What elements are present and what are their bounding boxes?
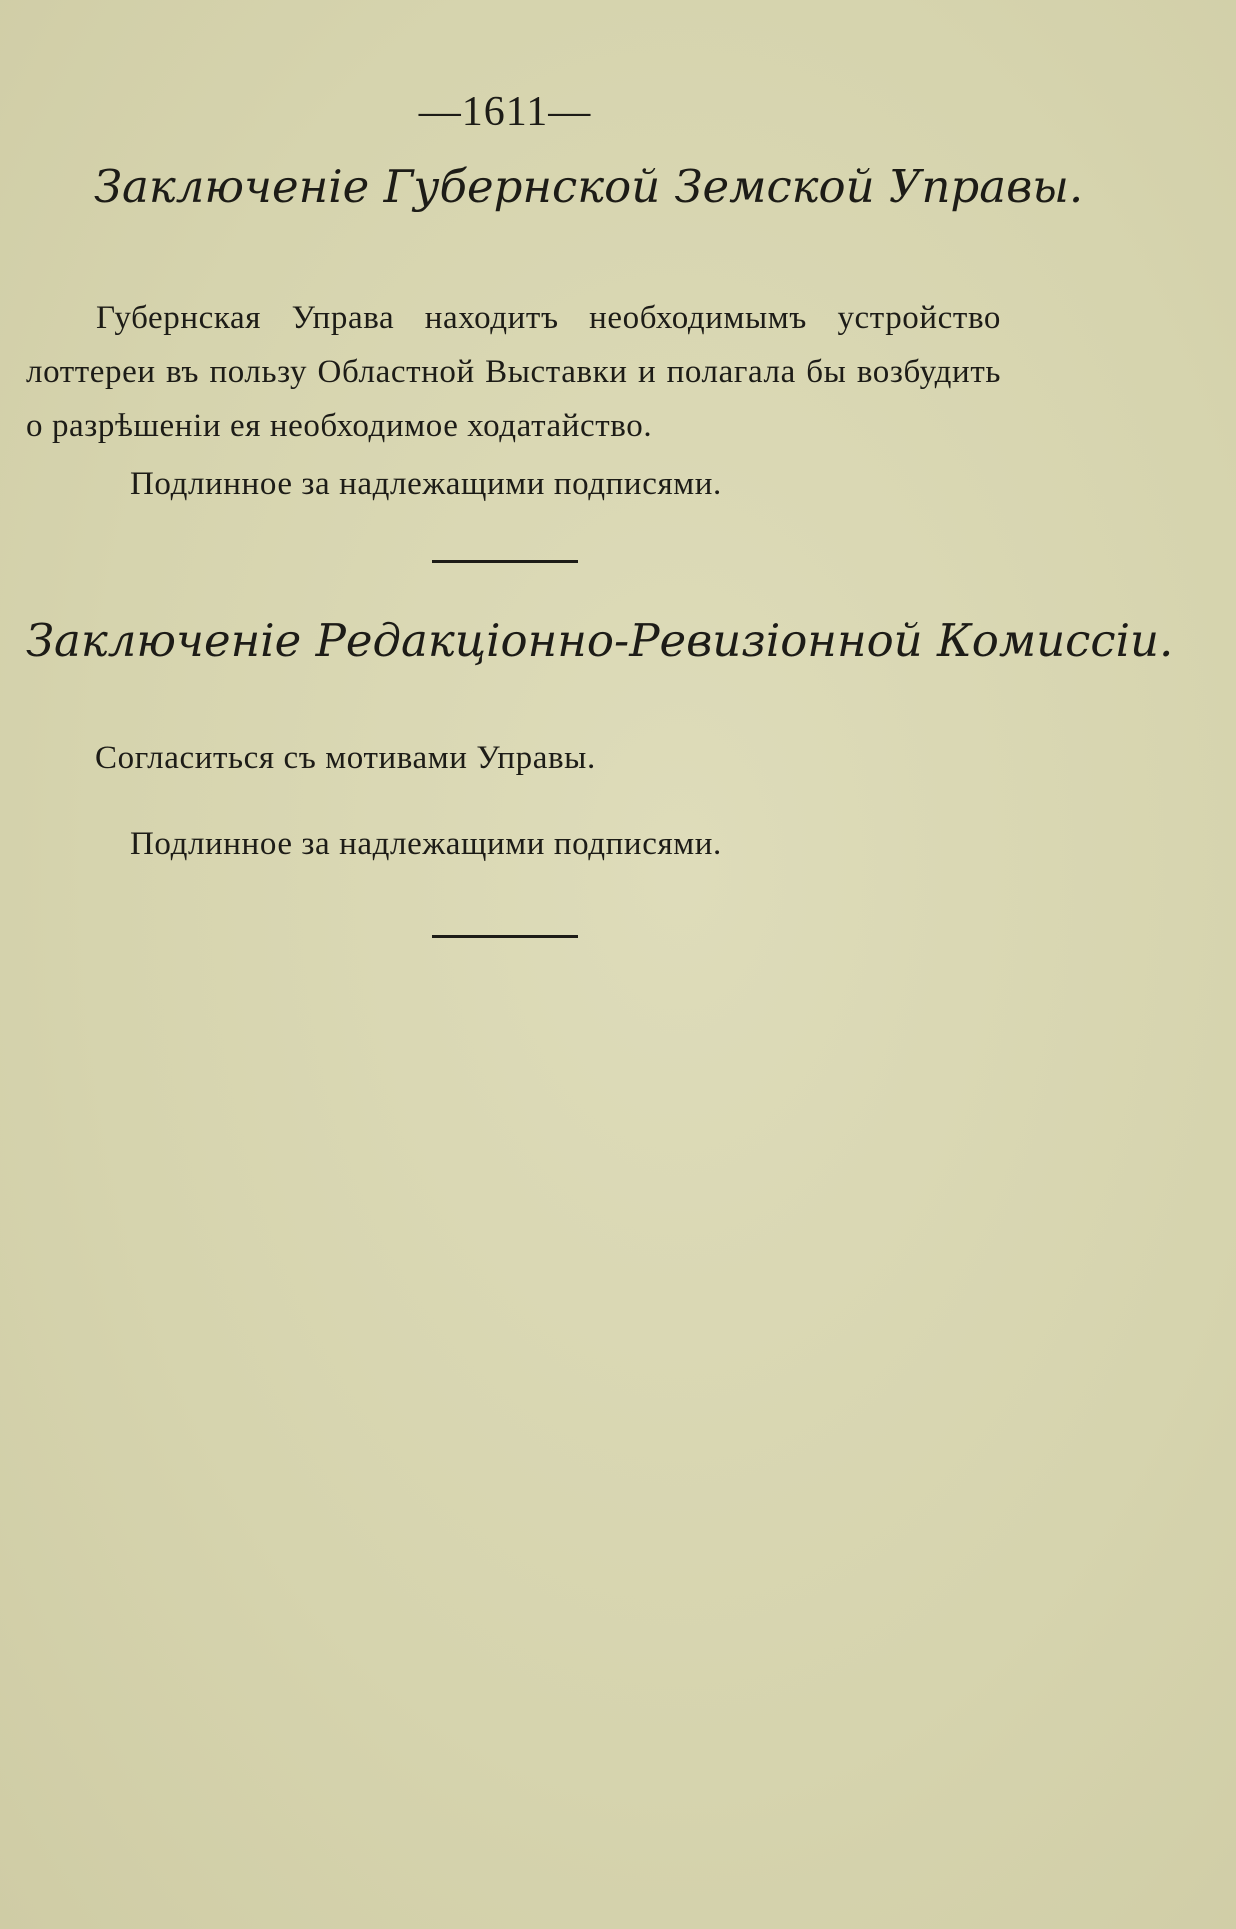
- section-paragraph-commission: Согласиться съ мотивами Управы.: [95, 740, 596, 776]
- section-paragraph-uprava: [26, 291, 1001, 453]
- section-divider: [432, 935, 578, 938]
- section-heading-commission: Заключеніе Редакціонно-Ревизіонной Комиссіи.: [26, 614, 1174, 667]
- signature-note-commission: Подлинное за надлежащими подписями.: [130, 826, 722, 862]
- paragraph-text: Губернская Управа находитъ необходимымъ устройство лоттереи въ пользу Областной Выставки и полагала бы возбудить о разрѣшеніи ея необходимое ходатайство.: [26, 300, 1001, 444]
- section-divider: [432, 560, 578, 563]
- page-number: —1611—: [418, 89, 592, 135]
- section-heading-uprava: Заключеніе Губернской Земской Управы.: [94, 160, 1084, 213]
- signature-note-uprava: Подлинное за надлежащими подписями.: [130, 466, 722, 502]
